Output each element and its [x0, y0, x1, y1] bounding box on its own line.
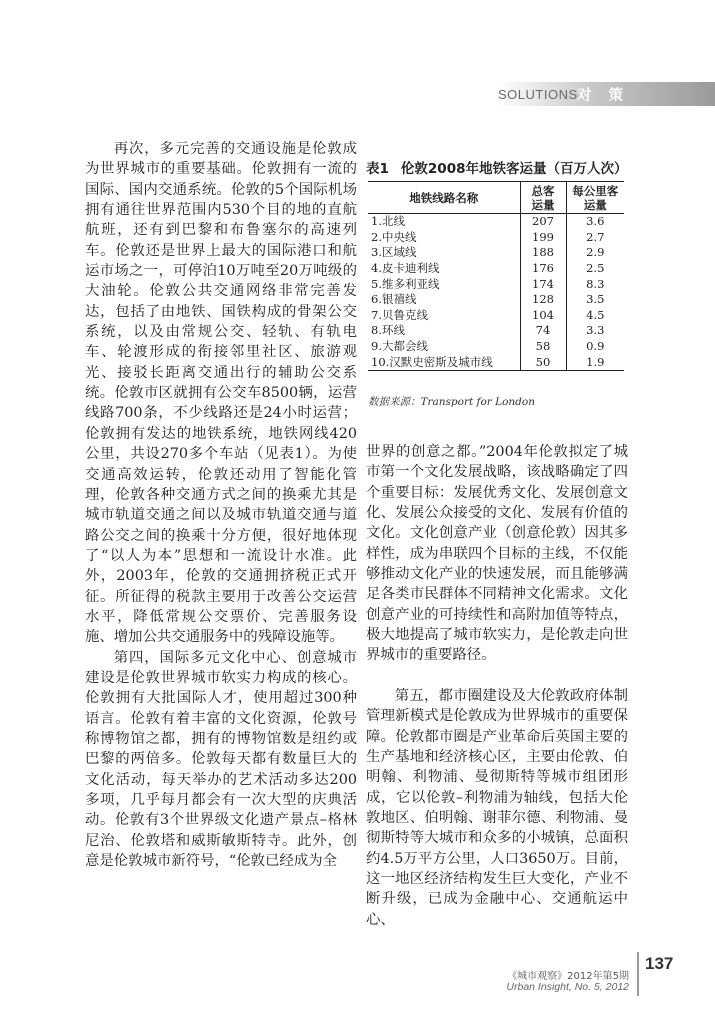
section-label-cn: 对 策	[577, 88, 630, 104]
line-name: 9.大都会线	[371, 339, 428, 354]
section-label-en: SOLUTIONS	[498, 87, 578, 102]
table-row	[368, 354, 624, 370]
total-ridership: 74	[520, 323, 566, 339]
table-row	[368, 261, 624, 277]
per-km-ridership: 1.9	[566, 354, 624, 370]
per-km-ridership: 2.9	[566, 245, 624, 261]
paragraph-culture-continued: 世界的创意之都。”2004年伦敦拟定了城市第一个文化发展战略，该战略确定了四个重要目标：发展优秀文化、发展创意文化、发展公众接受的文化、发展有价值的文化。文化创意产业（创意伦敦）因其多样性，成为串联四个目标的主线，不仅能够推动文化产业的快速发展，而且能够满足各类市民群体不同精神文化需求。文化创意产业的可持续性和高附加值等特点，极大地提高了城市软实力，是伦敦走向世界城市的重要路径。	[366, 444, 628, 664]
line-name: 1.北线	[371, 214, 405, 229]
per-km-ridership: 3.6	[566, 214, 624, 230]
table-row	[368, 339, 624, 355]
table-row	[368, 214, 624, 230]
line-name: 5.维多利亚线	[371, 276, 440, 291]
per-km-ridership: 2.5	[566, 261, 624, 277]
total-ridership: 199	[520, 230, 566, 246]
total-ridership: 174	[520, 276, 566, 292]
table-header-row	[368, 182, 624, 214]
table-source: 数据来源：Transport for London	[368, 396, 535, 408]
per-km-ridership: 0.9	[566, 339, 624, 355]
paragraph-transport: 再次，多元完善的交通设施是伦敦成为世界城市的重要基础。伦敦拥有一流的国际、国内交通系统。伦敦的5个国际机场拥有通往世界范围内530个目的地的直航航班，还有到巴黎和布鲁塞尔的高速列车。伦敦还是世界上最大的国际港口和航运市场之一，可停泊10万吨至20万吨级的大油轮。伦敦公共交通网络非常完善发达，包括了由地铁、国铁构成的骨架公交系统，以及由常规公交、轻轨、有轨电车、轮渡形成的衔接邻里社区、旅游观光、接驳长距离交通出行的辅助公交系统。伦敦市区就拥有公交车8500辆，运营线路700条，不少线路还是24小时运营；伦敦拥有发达的地铁系统，地铁网线420公里，共设270多个车站（见表1）。为使交通高效运转，伦敦还动用了智能化管理，伦敦各种交通方式之间的换乘尤其是城市轨道交通之间以及城市轨道交通与道路公交之间的换乘十分方便，很好地体现了“以人为本”思想和一流设计水准。此外，2003年，伦敦的交通拥挤税正式开征。所征得的税款主要用于改善公交运营水平，降低常规公交票价、完善服务设施、增加公共交通服务中的残障设施等。	[85, 141, 357, 646]
right-column-top	[366, 442, 628, 666]
left-column	[85, 139, 357, 871]
table-row	[368, 245, 624, 261]
total-ridership: 58	[520, 339, 566, 355]
right-column-bottom	[366, 686, 628, 930]
page-number: 137	[645, 954, 674, 973]
line-name: 8.环线	[371, 323, 405, 338]
table-row	[368, 230, 624, 246]
per-km-ridership: 2.7	[566, 230, 624, 246]
paragraph-metropolitan-area: 第五，都市圈建设及大伦敦政府体制管理新模式是伦敦成为世界城市的重要保障。伦敦都市圈是产业革命后英国主要的生产基地和经济核心区，主要由伦敦、伯明翰、利物浦、曼彻斯特等城市组团形成，它以伦敦–利物浦为轴线，包括大伦敦地区、伯明翰、谢菲尔德、利物浦、曼彻斯特等大城市和众多的小城镇，总面积约4.5万平方公里，人口3650万。目前，这一地区经济结构发生巨大变化，产业不断升级，已成为金融中心、交通航运中心、	[366, 688, 628, 928]
table-row	[368, 308, 624, 324]
total-ridership: 50	[520, 354, 566, 370]
paragraph-culture: 第四，国际多元文化中心、创意城市建设是伦敦世界城市软实力构成的核心。伦敦拥有大批国际人才，使用超过300种语言。伦敦有着丰富的文化资源，伦敦号称博物馆之都，拥有的博物馆数是纽约或巴黎的两倍多。伦敦每天都有数量巨大的文化活动，每天举办的艺术活动多达200多项，几乎每月都会有一次大型的庆典活动。伦敦有3个世界级文化遗产景点–格林尼治、伦敦塔和威斯敏斯特寺。此外，创意是伦敦城市新符号，“伦敦已经成为全	[85, 649, 357, 870]
line-name: 2.中央线	[371, 229, 417, 244]
table-number: 表1	[366, 161, 389, 177]
per-km-ridership: 8.3	[566, 276, 624, 292]
col-header-total: 总客运量	[520, 182, 566, 214]
per-km-ridership: 4.5	[566, 308, 624, 324]
line-name: 4.皮卡迪利线	[371, 261, 440, 276]
line-name: 6.银禧线	[371, 292, 417, 307]
table-row	[368, 276, 624, 292]
total-ridership: 188	[520, 245, 566, 261]
table-row	[368, 323, 624, 339]
table-row	[368, 292, 624, 308]
total-ridership: 104	[520, 308, 566, 324]
per-km-ridership: 3.5	[566, 292, 624, 308]
metro-ridership-table	[368, 181, 624, 371]
journal-title-cn: 《城市观察》2012年第5期	[507, 971, 629, 982]
table-title: 伦敦2008年地铁客运量（百万人次）	[400, 161, 628, 177]
footer-divider	[637, 952, 639, 996]
line-name: 3.区域线	[371, 245, 417, 260]
total-ridership: 176	[520, 261, 566, 277]
col-header-line-name: 地铁线路名称	[368, 182, 520, 214]
table-caption	[366, 157, 636, 177]
col-header-per-km: 每公里客运量	[566, 182, 624, 214]
journal-title-en: Urban Insight, No. 5, 2012	[506, 981, 629, 993]
total-ridership: 128	[520, 292, 566, 308]
line-name: 10.汉默史密斯及城市线	[368, 354, 520, 370]
per-km-ridership: 3.3	[566, 323, 624, 339]
total-ridership: 207	[520, 214, 566, 230]
line-name: 7.贝鲁克线	[371, 307, 428, 322]
